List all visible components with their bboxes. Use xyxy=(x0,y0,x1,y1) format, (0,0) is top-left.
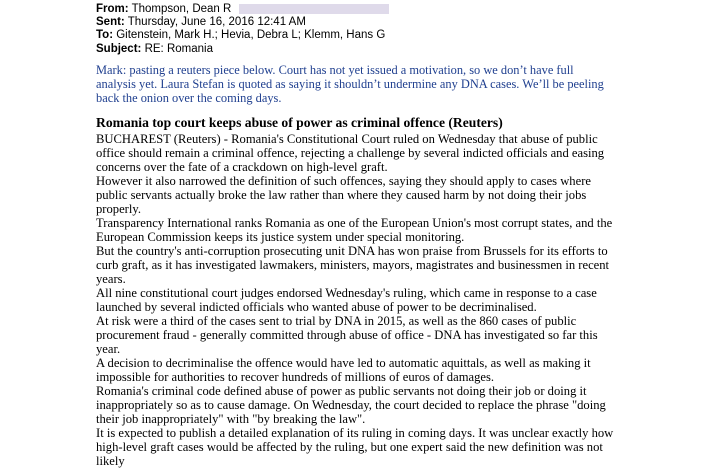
from-label: From: xyxy=(96,3,129,15)
to-value: Gitenstein, Mark H.; Hevia, Debra L; Klemm, Hans G xyxy=(116,29,386,42)
article-paragraph: It is expected to publish a detailed explanation of its ruling in coming days. It was unclear exactly how high-level graft cases would be affected by the ruling, but one expert said the new definition was not likely xyxy=(96,426,614,468)
sent-value: Thursday, June 16, 2016 12:41 AM xyxy=(127,16,306,29)
article-body xyxy=(96,115,616,468)
article-paragraph: At risk were a third of the cases sent to trial by DNA in 2015, as well as the 860 cases of public procurement fraud - generally committed through abuse of office - DNA has investigated so far this year. xyxy=(96,314,598,356)
from-row xyxy=(96,3,389,16)
article-paragraph: But the country's anti-corruption prosecuting unit DNA has won praise from Brussels for its efforts to curb graft, as it has investigated lawmakers, ministers, mayors, magistrates and businessmen in recent years. xyxy=(96,244,610,286)
sent-label: Sent: xyxy=(96,16,125,29)
to-row xyxy=(96,29,389,42)
to-label: To: xyxy=(96,29,114,42)
sent-row xyxy=(96,16,389,29)
article-paragraph: Transparency International ranks Romania as one of the European Union's most corrupt states, and the European Commission keeps its justice system under special monitoring. xyxy=(96,216,613,244)
article-paragraph: All nine constitutional court judges endorsed Wednesday's ruling, which came in response to a case launched by several indicted officials who wanted abuse of power to be decriminalised. xyxy=(96,286,597,314)
article-paragraph: BUCHAREST (Reuters) - Romania's Constitutional Court ruled on Wednesday that abuse of public office should remain a criminal offence, rejecting a challenge by several indicted officials and easing concerns over the fate of a crackdown on high-level graft. xyxy=(96,132,605,174)
sender-note: Mark: pasting a reuters piece below. Court has not yet issued a motivation, so we don’t have full analysis yet. Laura Stefan is quoted as saying it shouldn’t undermine any DNA cases. We’ll be peeling back the onion over the coming days. xyxy=(96,63,604,105)
email-header xyxy=(96,3,389,56)
subject-value: RE: Romania xyxy=(144,42,213,55)
subject-label: Subject: xyxy=(96,42,142,55)
article-paragraph: A decision to decriminalise the offence would have led to automatic aquittals, as well as making it impossible for authorities to recover hundreds of millions of euros of damages. xyxy=(96,356,591,384)
redaction-bar xyxy=(239,4,389,14)
article-headline: Romania top court keeps abuse of power as criminal offence (Reuters) xyxy=(96,115,503,130)
subject-row xyxy=(96,43,389,56)
from-value: Thompson, Dean R xyxy=(131,3,232,15)
article-paragraph: Romania's criminal code defined abuse of power as public servants not doing their job or doing it inappropriately so as to cause damage. On Wednesday, the court decided to replace the phrase "doing their job inappropriately" with "by breaking the law". xyxy=(96,384,606,426)
article-paragraph: However it also narrowed the definition of such offences, saying they should apply to cases where public servants actually broke the law rather than where they caused harm by not doing their jobs properly. xyxy=(96,174,591,216)
